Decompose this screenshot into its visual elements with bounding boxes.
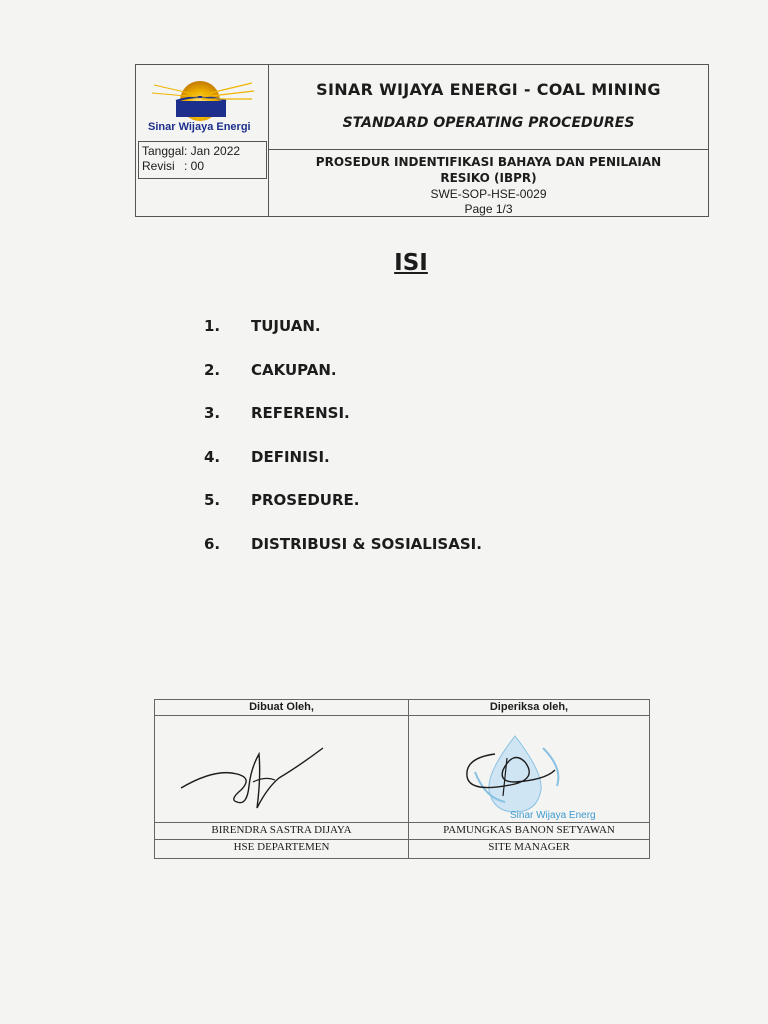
header-divider — [269, 149, 708, 150]
creator-name: BIRENDRA SASTRA DIJAYA — [211, 824, 352, 836]
date-row — [142, 144, 266, 159]
checker-name: PAMUNGKAS BANON SETYAWAN — [443, 824, 615, 836]
revision-value: : 00 — [184, 159, 205, 173]
list-item-number: 1. — [204, 317, 221, 335]
list-item-label: DEFINISI. — [251, 448, 330, 466]
revision-row — [142, 159, 266, 174]
sop-title: STANDARD OPERATING PROCEDURES — [342, 115, 635, 131]
procedure-title — [269, 154, 708, 186]
document-header — [135, 64, 709, 217]
list-item-number: 5. — [204, 491, 221, 509]
document-code: SWE-SOP-HSE-0029 — [430, 187, 547, 201]
checker-department: SITE MANAGER — [488, 841, 570, 853]
signature-left — [175, 738, 335, 823]
list-item-label: PROSEDURE. — [251, 491, 360, 509]
signature-dept-divider — [155, 839, 649, 840]
list-item-number: 6. — [204, 535, 221, 553]
signature-table — [154, 699, 650, 859]
creator-department: HSE DEPARTEMEN — [233, 841, 330, 853]
made-by-heading: Dibuat Oleh, — [249, 701, 314, 713]
list-item-label: TUJUAN. — [251, 317, 321, 335]
company-logo — [140, 71, 264, 137]
procedure-title-line-1: PROSEDUR INDENTIFIKASI BAHAYA DAN PENILAIAN — [315, 155, 662, 169]
date-label: Tanggal — [142, 144, 185, 158]
stamp-text: Sinar Wijaya Energ — [510, 810, 596, 821]
list-item-number: 3. — [204, 404, 221, 422]
checked-by-heading: Diperiksa oleh, — [489, 701, 569, 713]
sun-logo-icon — [140, 71, 264, 121]
company-name: SINAR WIJAYA ENERGI - COAL MINING — [316, 80, 661, 99]
logo-text: Sinar Wijaya Energi — [148, 121, 251, 133]
procedure-title-line-2: RESIKO (IBPR) — [440, 171, 537, 185]
header-right-cell — [269, 65, 708, 216]
date-value: : Jan 2022 — [184, 144, 241, 158]
revision-box — [138, 141, 267, 179]
list-item-number: 4. — [204, 448, 221, 466]
signature-right — [455, 740, 565, 800]
revision-label: Revisi — [142, 159, 175, 173]
header-left-cell — [136, 65, 269, 216]
list-item-number: 2. — [204, 361, 221, 379]
list-item-label: CAKUPAN. — [251, 361, 337, 379]
page-number: Page 1/3 — [464, 202, 513, 216]
list-item-label: DISTRIBUSI & SOSIALISASI. — [251, 535, 482, 553]
list-item-label: REFERENSI. — [251, 404, 350, 422]
contents-heading: ISI — [394, 250, 428, 276]
